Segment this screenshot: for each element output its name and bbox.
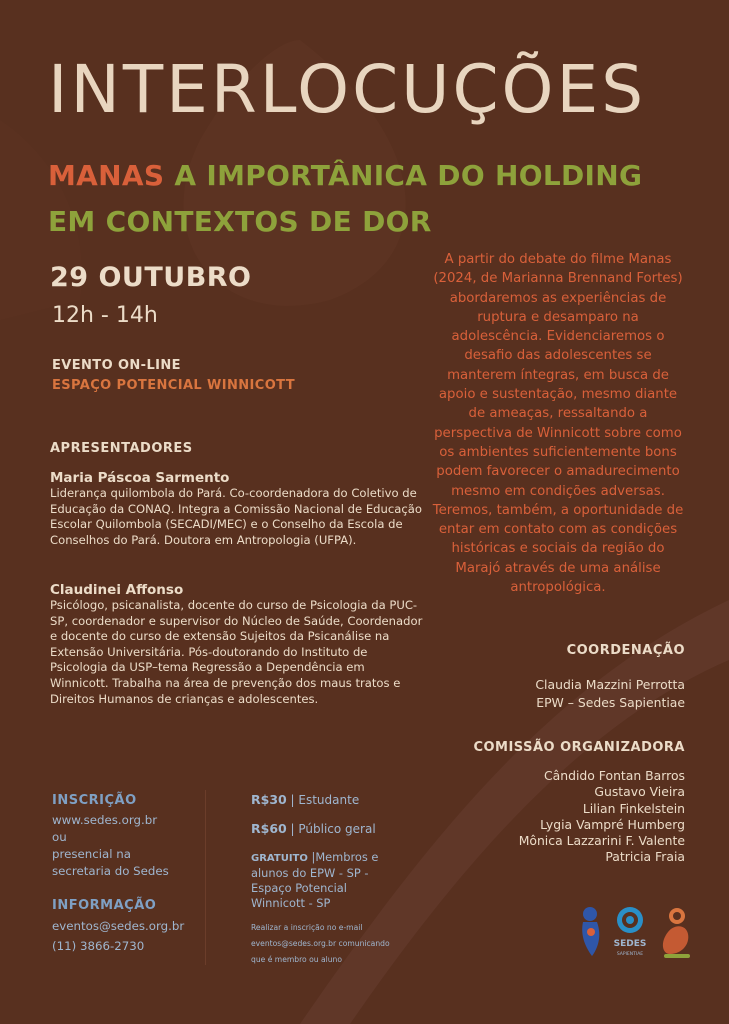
event-space: ESPAÇO POTENCIAL WINNICOTT <box>52 378 296 393</box>
info-contacts <box>52 916 184 956</box>
subtitle-highlight: MANAS <box>48 159 165 192</box>
sedes-logo-text: SEDES <box>613 939 647 949</box>
coordination-heading: COORDENAÇÃO <box>566 643 685 658</box>
committee-member: Gustavo Vieira <box>594 784 685 800</box>
committee-member: Patricia Fraia <box>605 849 685 865</box>
presenter-2 <box>50 582 425 707</box>
registration-note: Realizar a inscrição no e-mail eventos@sedes.org.br comunicando que é membro ou aluno <box>251 923 390 964</box>
coordination-list <box>535 676 685 712</box>
committee-member: Lygia Vampré Humberg <box>540 816 685 832</box>
coordination-line: Claudia Mazzini Perrotta <box>535 677 685 692</box>
committee-list <box>519 768 685 866</box>
presenter-bio: Psicólogo, psicanalista, docente do curso de Psicologia da PUC-SP, coordenador e supervisor do Núcleo de Saúde, Coordenador e docente do curso de extensão Sujeitos da Psicanálise na Extensão Universitária. Pós-doutorando do Instituto de Psicologia da USP–tema Regressão a Dependência em Winnicott. Trabalha na área de prevenção dos maus tratos e Direitos Humanos de crianças e adolescentes. <box>50 598 423 706</box>
committee-member: Mônica Lazzarini F. Valente <box>518 833 685 849</box>
presenters-heading: APRESENTADORES <box>50 441 193 456</box>
registration-info <box>52 812 169 880</box>
free-text: |Membros e alunos do EPW - SP - Espaço Potencial Winnicott - SP <box>251 850 379 910</box>
registration-line: presencial na <box>52 847 131 861</box>
event-time: 12h - 14h <box>52 303 158 328</box>
price-general <box>251 821 376 836</box>
column-divider <box>205 790 206 965</box>
registration-line: ou <box>52 830 67 844</box>
presenter-1 <box>50 470 425 548</box>
event-mode: EVENTO ON-LINE <box>52 358 181 373</box>
committee-heading: COMISSÃO ORGANIZADORA <box>473 740 685 755</box>
subtitle-line1: A IMPORTÂNICA DO HOLDING <box>164 159 643 192</box>
event-series-title: INTERLOCUÇÕES <box>48 51 647 128</box>
registration-link[interactable]: www.sedes.org.br <box>52 813 158 827</box>
registration-heading: INSCRIÇÃO <box>52 793 137 808</box>
price-student <box>251 792 359 807</box>
free-label: GRATUITO <box>251 853 308 864</box>
price-label: | Estudante <box>286 793 360 807</box>
subtitle-line2: EM CONTEXTOS DE DOR <box>48 205 432 238</box>
info-email[interactable]: eventos@sedes.org.br <box>52 919 185 933</box>
price-amount: R$60 <box>251 821 287 836</box>
price-amount: R$30 <box>251 792 287 807</box>
price-label: | Público geral <box>286 822 376 836</box>
committee-member: Lilian Finkelstein <box>582 800 685 816</box>
committee-member: Cândido Fontan Barros <box>544 768 685 783</box>
price-free <box>251 850 401 911</box>
event-description: A partir do debate do filme Manas (2024, de Marianna Brennand Fortes) abordaremos as experiências de ruptura e desamparo na adolescência. Evidenciaremos o desafio das adolescentes se manterem íntegras, em busca de apoio e sustentação, mesmo diante de ameaças, ressaltando a perspectiva de Winnicott sobre como os ambientes suficientemente bons podem favorecer o amadurecimento mesmo em condições adversas. Teremos, também, a oportunidade de entar em contato com as condições históricas e sociais da região do Marajó através de uma análise antropológica. <box>432 252 684 596</box>
sedes-logo-subtext: SAPIENTIAE <box>616 952 644 957</box>
figure-logo-icon <box>582 907 599 956</box>
presenter-name: Maria Páscoa Sarmento <box>50 470 230 486</box>
coordination-line: EPW – Sedes Sapientiae <box>536 695 685 710</box>
event-subtitle <box>48 153 642 245</box>
info-phone: (11) 3866-2730 <box>52 939 145 953</box>
presenter-bio: Liderança quilombola do Pará. Co-coordenadora do Coletivo de Educação da CONAQ. Integra a Comissão Nacional de Educação Escolar Quilombola (SECADI/MEC) e o Conselho da Escola de Conselhos do Pará. Doutora em Antropologia (UFPA). <box>50 486 422 547</box>
partner-logos <box>578 902 693 962</box>
epw-logo-icon <box>663 908 690 958</box>
event-date: 29 OUTUBRO <box>50 262 252 293</box>
registration-line: secretaria do Sedes <box>52 864 169 878</box>
info-heading: INFORMAÇÃO <box>52 898 157 913</box>
sedes-logo-icon <box>614 907 647 957</box>
presenter-name: Claudinei Affonso <box>50 582 184 598</box>
